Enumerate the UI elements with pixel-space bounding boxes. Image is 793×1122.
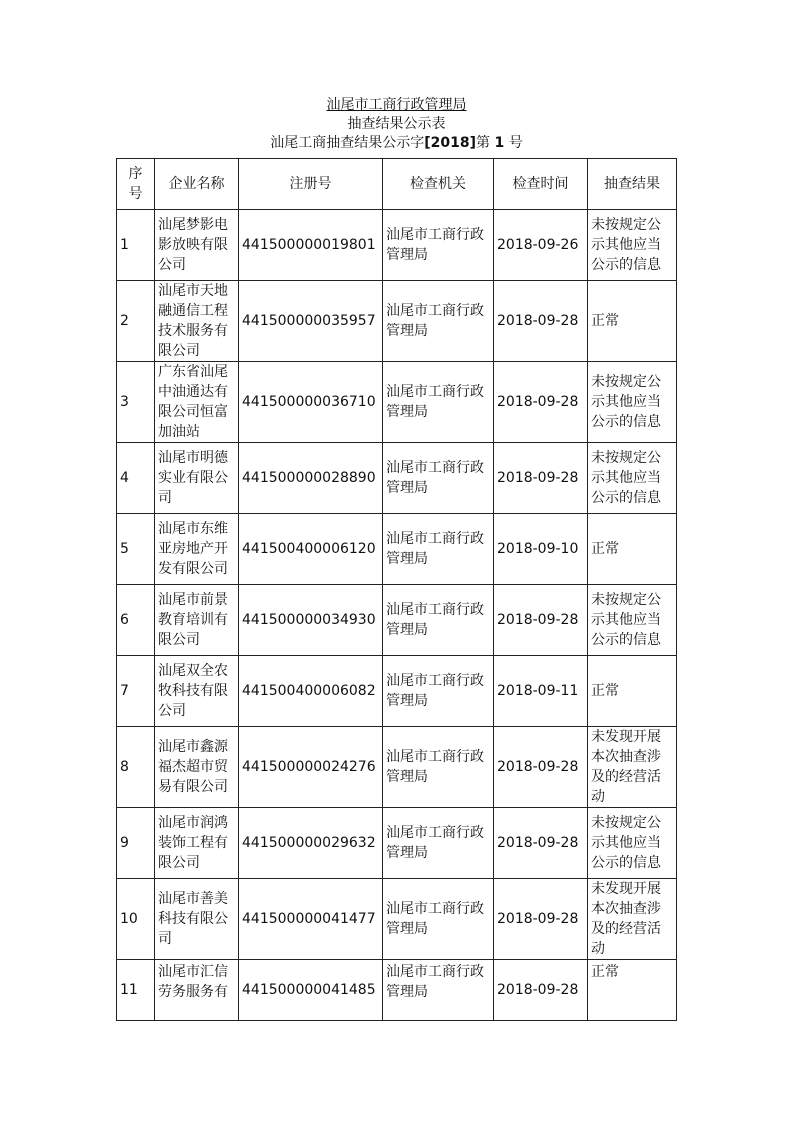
column-header-registration-number: 注册号 <box>239 159 383 210</box>
table-header-row <box>117 159 677 210</box>
cell-inspection-result: 未按规定公示其他应当公示的信息 <box>588 362 677 443</box>
table-row <box>117 727 677 808</box>
document-title: 汕尾市工商行政管理局 <box>326 97 467 113</box>
cell-company-name: 广东省汕尾中油通达有限公司恒富加油站 <box>155 362 239 443</box>
table-row <box>117 808 677 879</box>
table-row <box>117 656 677 727</box>
cell-registration-number: 441500000036710 <box>239 362 383 443</box>
cell-serial: 1 <box>117 210 155 281</box>
table-row <box>117 281 677 362</box>
cell-company-name: 汕尾市善美科技有限公司 <box>155 879 239 960</box>
cell-serial: 3 <box>117 362 155 443</box>
document-subtitle: 抽查结果公示表 <box>347 116 446 132</box>
cell-inspection-result: 正常 <box>588 656 677 727</box>
cell-inspection-authority: 汕尾市工商行政管理局 <box>383 362 494 443</box>
cell-inspection-date: 2018-09-28 <box>494 879 588 960</box>
cell-serial: 2 <box>117 281 155 362</box>
table-row <box>117 210 677 281</box>
cell-serial: 10 <box>117 879 155 960</box>
cell-inspection-authority: 汕尾市工商行政管理局 <box>383 727 494 808</box>
cell-serial: 11 <box>117 960 155 1021</box>
document-number-suffix: 号 <box>508 135 523 151</box>
cell-inspection-authority: 汕尾市工商行政管理局 <box>383 879 494 960</box>
cell-inspection-result: 正常 <box>588 960 677 1021</box>
cell-registration-number: 441500000035957 <box>239 281 383 362</box>
cell-registration-number: 441500000028890 <box>239 443 383 514</box>
cell-company-name: 汕尾市东维亚房地产开发有限公司 <box>155 514 239 585</box>
cell-inspection-result: 未发现开展本次抽查涉及的经营活动 <box>588 879 677 960</box>
cell-company-name: 汕尾市前景教育培训有限公司 <box>155 585 239 656</box>
table-row <box>117 514 677 585</box>
cell-inspection-result: 正常 <box>588 281 677 362</box>
cell-inspection-result: 未按规定公示其他应当公示的信息 <box>588 808 677 879</box>
column-header-inspection-result: 抽查结果 <box>588 159 677 210</box>
cell-inspection-date: 2018-09-28 <box>494 808 588 879</box>
cell-inspection-authority: 汕尾市工商行政管理局 <box>383 656 494 727</box>
cell-serial: 8 <box>117 727 155 808</box>
cell-inspection-result: 正常 <box>588 514 677 585</box>
cell-inspection-authority: 汕尾市工商行政管理局 <box>383 443 494 514</box>
cell-company-name: 汕尾梦影电影放映有限公司 <box>155 210 239 281</box>
cell-inspection-result: 未发现开展本次抽查涉及的经营活动 <box>588 727 677 808</box>
cell-inspection-date: 2018-09-28 <box>494 281 588 362</box>
document-number-mid: 第 <box>476 135 491 151</box>
cell-company-name: 汕尾双全农牧科技有限公司 <box>155 656 239 727</box>
table-row <box>117 443 677 514</box>
document-header <box>0 96 793 153</box>
cell-company-name: 汕尾市润鸿装饰工程有限公司 <box>155 808 239 879</box>
table-row <box>117 362 677 443</box>
cell-inspection-authority: 汕尾市工商行政管理局 <box>383 960 494 1021</box>
cell-registration-number: 441500000041477 <box>239 879 383 960</box>
cell-inspection-date: 2018-09-28 <box>494 585 588 656</box>
cell-inspection-date: 2018-09-28 <box>494 443 588 514</box>
cell-registration-number: 441500400006120 <box>239 514 383 585</box>
cell-company-name: 汕尾市天地融通信工程技术服务有限公司 <box>155 281 239 362</box>
document-number-year: [2018] <box>424 135 477 151</box>
cell-inspection-authority: 汕尾市工商行政管理局 <box>383 808 494 879</box>
cell-inspection-authority: 汕尾市工商行政管理局 <box>383 585 494 656</box>
column-header-inspection-date: 检查时间 <box>494 159 588 210</box>
column-header-inspection-authority: 检查机关 <box>383 159 494 210</box>
cell-registration-number: 441500000019801 <box>239 210 383 281</box>
table-row <box>117 879 677 960</box>
cell-registration-number: 441500000041485 <box>239 960 383 1021</box>
cell-inspection-authority: 汕尾市工商行政管理局 <box>383 514 494 585</box>
cell-serial: 7 <box>117 656 155 727</box>
cell-serial: 9 <box>117 808 155 879</box>
cell-serial: 4 <box>117 443 155 514</box>
cell-inspection-date: 2018-09-10 <box>494 514 588 585</box>
document-number <box>0 134 793 153</box>
cell-inspection-result: 未按规定公示其他应当公示的信息 <box>588 210 677 281</box>
cell-registration-number: 441500000024276 <box>239 727 383 808</box>
cell-registration-number: 441500000034930 <box>239 585 383 656</box>
cell-inspection-result: 未按规定公示其他应当公示的信息 <box>588 585 677 656</box>
cell-inspection-date: 2018-09-28 <box>494 362 588 443</box>
table-row <box>117 585 677 656</box>
document-number-value: 1 <box>494 135 505 151</box>
cell-inspection-authority: 汕尾市工商行政管理局 <box>383 281 494 362</box>
cell-inspection-authority: 汕尾市工商行政管理局 <box>383 210 494 281</box>
cell-registration-number: 441500000029632 <box>239 808 383 879</box>
cell-company-name: 汕尾市汇信劳务服务有 <box>155 960 239 1021</box>
table-row <box>117 960 677 1021</box>
cell-inspection-result: 未按规定公示其他应当公示的信息 <box>588 443 677 514</box>
cell-company-name: 汕尾市鑫源福杰超市贸易有限公司 <box>155 727 239 808</box>
cell-company-name: 汕尾市明德实业有限公司 <box>155 443 239 514</box>
column-header-company-name: 企业名称 <box>155 159 239 210</box>
cell-inspection-date: 2018-09-28 <box>494 960 588 1021</box>
column-header-serial: 序号 <box>117 159 155 210</box>
document-number-prefix: 汕尾工商抽查结果公示字 <box>270 135 425 151</box>
cell-registration-number: 441500400006082 <box>239 656 383 727</box>
cell-inspection-date: 2018-09-11 <box>494 656 588 727</box>
cell-serial: 5 <box>117 514 155 585</box>
inspection-results-table <box>116 158 677 1021</box>
cell-inspection-date: 2018-09-26 <box>494 210 588 281</box>
cell-serial: 6 <box>117 585 155 656</box>
cell-inspection-date: 2018-09-28 <box>494 727 588 808</box>
